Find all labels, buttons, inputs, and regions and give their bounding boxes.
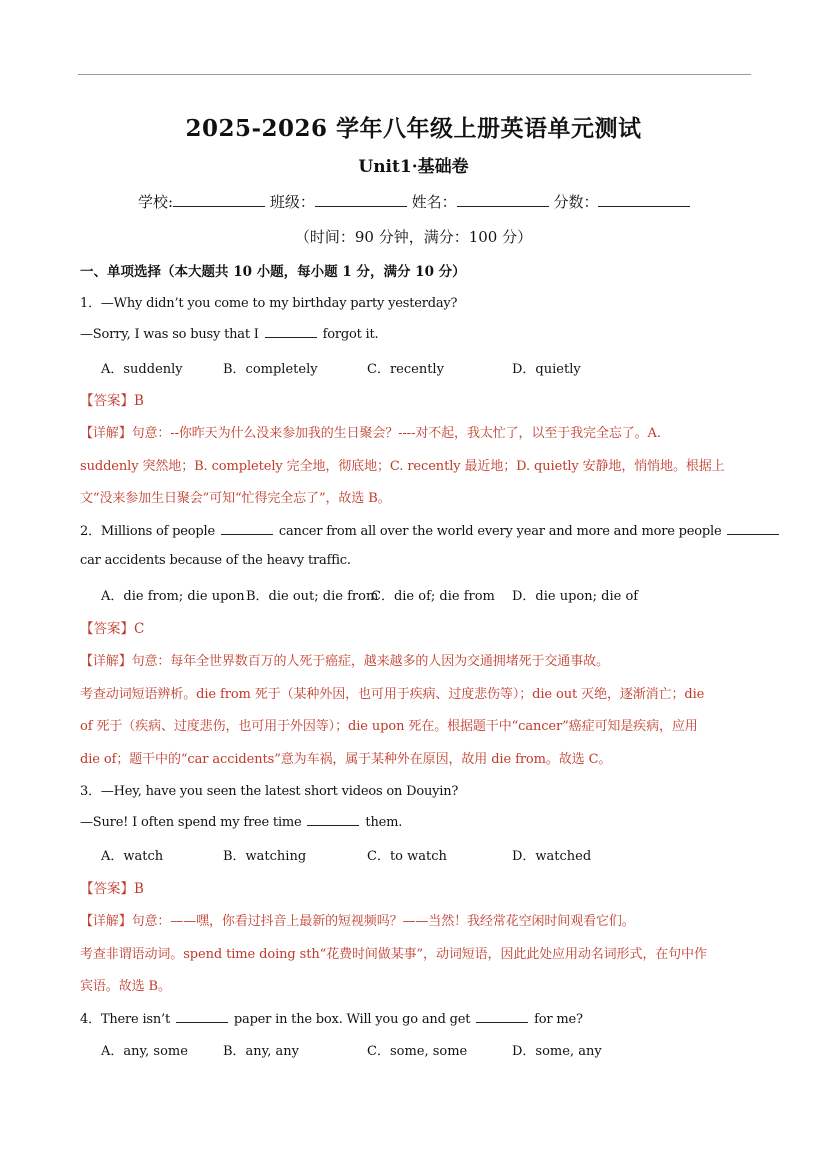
option-b: B．any, any [223, 1044, 300, 1059]
explanation-3-line3: 宾语。故选 B。 [80, 979, 171, 994]
explanation-1-line1: 【详解】句意：--你昨天为什么没来参加我的生日聚会？----对不起，我太忙了，以至于我完全忘了。A. [80, 426, 661, 441]
option-a: A．any, some [101, 1044, 188, 1059]
question-text: cancer from all over the world every year and more and more people [278, 524, 722, 539]
answer-blank [307, 813, 359, 826]
question-text: them. [365, 815, 403, 830]
explanation-3-line2: 考查非谓语动词。spend time doing sth“花费时间做某事”，动词短语，因此此处应用动名词形式，在句中作 [80, 947, 707, 962]
answer-blank [727, 522, 779, 535]
option-d: D．some, any [512, 1044, 602, 1059]
answer-3: 【答案】B [80, 881, 144, 897]
option-b: B．die out; die from [246, 589, 379, 604]
score-field[interactable] [598, 192, 690, 207]
question-text: paper in the box. Will you go and get [233, 1012, 471, 1027]
question-text: for me? [534, 1012, 583, 1027]
question-text: —Sorry, I was so busy that I [80, 327, 259, 342]
explanation-1-line2: suddenly 突然地；B. completely 完全地，彻底地；C. recently 最近地；D. quietly 安静地，悄悄地。根据上 [80, 459, 725, 474]
option-a: A．suddenly [101, 362, 183, 377]
section-heading: 一、单项选择（本大题共 10 小题，每小题 1 分，满分 10 分） [80, 264, 466, 280]
answer-blank [176, 1010, 228, 1023]
name-label: 姓名： [411, 193, 457, 211]
question-4-line1 [80, 1008, 583, 1027]
answer-2: 【答案】C [80, 621, 145, 637]
page-subtitle: Unit1·基础卷 [358, 157, 469, 177]
question-3-line2 [80, 813, 402, 830]
time-note: （时间：90 分钟，满分：100 分） [294, 228, 533, 246]
student-info-row [138, 191, 690, 212]
option-d: D．watched [512, 849, 592, 864]
score-label: 分数： [553, 193, 599, 211]
question-1-line1: 1．—Why didn’t you come to my birthday party yesterday? [80, 296, 458, 311]
answer-1: 【答案】B [80, 393, 144, 409]
school-label: 学校: [138, 193, 174, 211]
question-text: 4．There isn’t [80, 1012, 171, 1027]
explanation-2-line3: of 死于（疾病、过度悲伤，也可用于外因等）；die upon 死在。根据题干中“cancer”癌症可知是疾病，应用 [80, 719, 698, 734]
answer-blank [265, 325, 317, 338]
class-field[interactable] [315, 192, 407, 207]
option-d: D．quietly [512, 362, 581, 377]
explanation-1-line3: 文“没来参加生日聚会”可知“忙得完全忘了”，故选 B。 [80, 491, 391, 506]
school-field[interactable] [173, 192, 265, 207]
option-c: C．to watch [367, 849, 447, 864]
answer-blank [476, 1010, 528, 1023]
explanation-3-line1: 【详解】句意：——嘿，你看过抖音上最新的短视频吗？——当然！我经常花空闲时间观看它们。 [80, 914, 635, 929]
question-2-line2: car accidents because of the heavy traffic. [80, 553, 351, 568]
option-c: C．die of; die from [371, 589, 495, 604]
answer-blank [221, 522, 273, 535]
header-rule [78, 74, 751, 75]
option-c: C．recently [367, 362, 444, 377]
option-a: A．die from; die upon [101, 589, 245, 604]
question-2-line1 [80, 520, 781, 539]
question-text: 2．Millions of people [80, 524, 216, 539]
explanation-2-line2: 考查动词短语辨析。die from 死于（某种外因，也可用于疾病、过度悲伤等）；die out 灭绝，逐渐消亡；die [80, 687, 705, 702]
name-field[interactable] [457, 192, 549, 207]
explanation-2-line4: die of；题干中的“car accidents”意为车祸，属于某种外在原因，故用 die from。故选 C。 [80, 752, 612, 767]
option-d: D．die upon; die of [512, 589, 639, 604]
option-b: B．watching [223, 849, 307, 864]
option-b: B．completely [223, 362, 318, 377]
question-text: —Sure! I often spend my free time [80, 815, 302, 830]
page-title: 2025-2026 学年八年级上册英语单元测试 [185, 115, 642, 142]
question-1-line2 [80, 325, 378, 342]
explanation-2-line1: 【详解】句意：每年全世界数百万的人死于癌症，越来越多的人因为交通拥堵死于交通事故。 [80, 654, 609, 669]
question-3-line1: 3．—Hey, have you seen the latest short videos on Douyin? [80, 784, 459, 799]
option-a: A．watch [101, 849, 164, 864]
option-c: C．some, some [367, 1044, 468, 1059]
question-text: forgot it. [322, 327, 379, 342]
class-label: 班级： [269, 193, 315, 211]
